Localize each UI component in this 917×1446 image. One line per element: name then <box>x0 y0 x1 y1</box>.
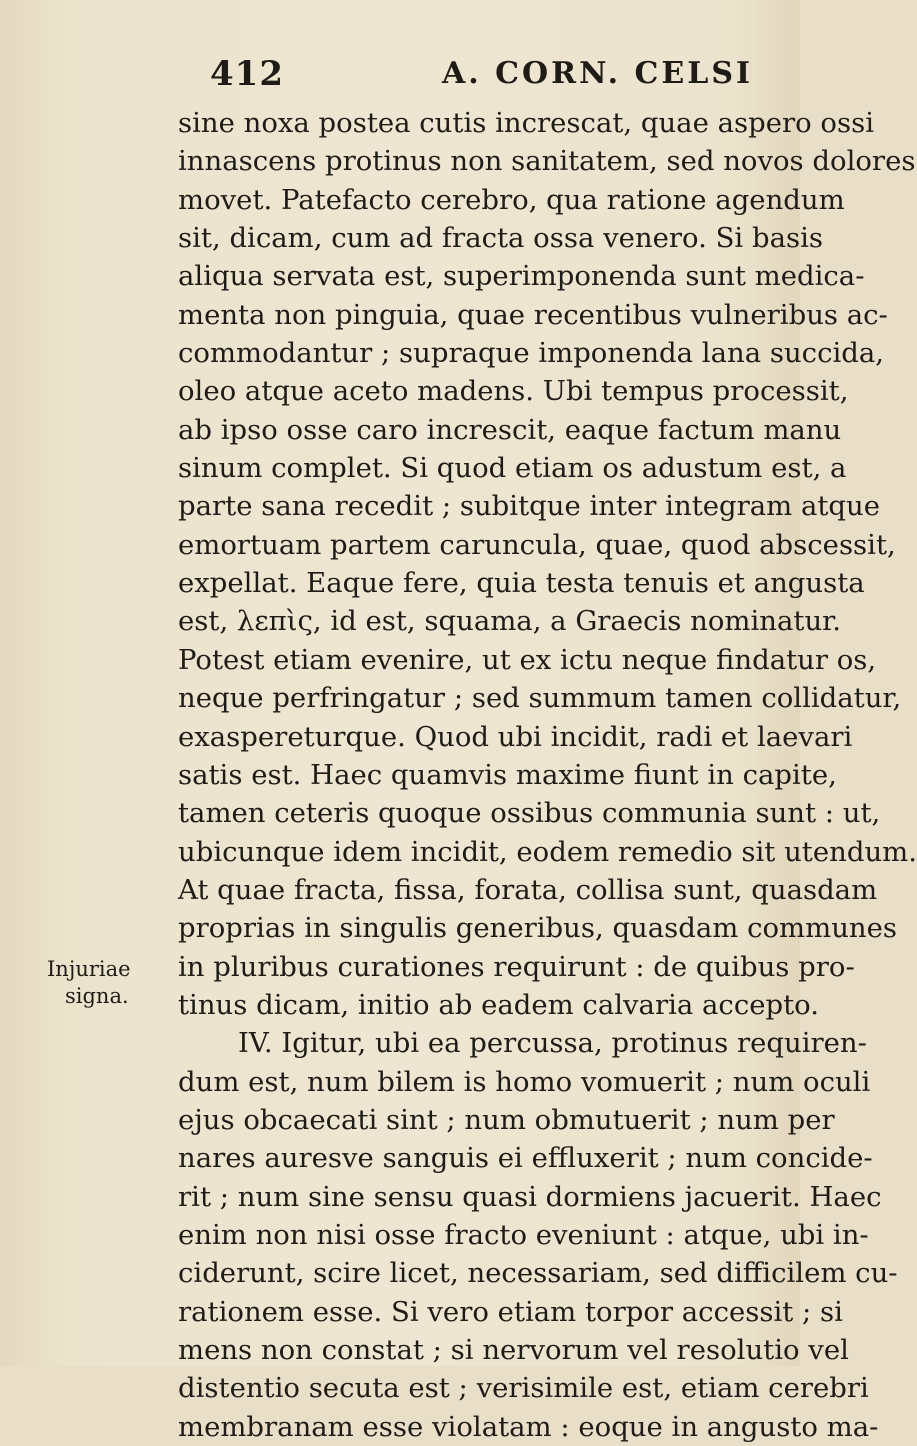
text-line: movet. Patefacto cerebro, qua ratione agendum <box>178 183 845 216</box>
text-line: ejus obcaecati sint ; num obmutuerit ; num per <box>178 1103 835 1136</box>
body-text <box>178 104 917 1446</box>
page-number: 412 <box>210 54 284 94</box>
text-line: proprias in singulis generibus, quasdam communes <box>178 912 898 945</box>
text-line: est, λεπὶς, id est, squama, a Graecis nominatur. <box>178 605 842 638</box>
margin-note <box>47 956 167 1010</box>
text-line: menta non pinguia, quae recentibus vulneribus ac- <box>178 298 888 331</box>
text-line: rit ; num sine sensu quasi dormiens jacuerit. Haec <box>178 1180 882 1213</box>
text-line: aliqua servata est, superimponenda sunt medica- <box>178 260 865 293</box>
text-line: dum est, num bilem is homo vomuerit ; num oculi <box>178 1065 871 1098</box>
text-line: Potest etiam evenire, ut ex ictu neque findatur os, <box>178 643 877 676</box>
text-line: emortuam partem caruncula, quae, quod abscessit, <box>178 528 896 561</box>
text-line: enim non nisi osse fracto eveniunt : atque, ubi in- <box>178 1218 869 1251</box>
text-line: satis est. Haec quamvis maxime fiunt in capite, <box>178 758 837 791</box>
text-line: membranam esse violatam : eoque in angusto ma- <box>178 1410 879 1443</box>
margin-note-line: signa. <box>65 984 129 1008</box>
text-line: ubicunque idem incidit, eodem remedio sit utendum. <box>178 835 917 868</box>
text-line: tinus dicam, initio ab eadem calvaria accepto. <box>178 988 819 1021</box>
text-line: ab ipso osse caro increscit, eaque factum manu <box>178 413 842 446</box>
text-line: ciderunt, scire licet, necessariam, sed difficilem cu- <box>178 1257 898 1290</box>
margin-note-line: Injuriae <box>47 957 131 981</box>
text-line: exaspereturque. Quod ubi incidit, radi et laevari <box>178 720 853 753</box>
text-line: nares auresve sanguis ei effluxerit ; num concide- <box>178 1142 873 1175</box>
text-line: in pluribus curationes requirunt : de quibus pro- <box>178 950 855 983</box>
text-line: sinum complet. Si quod etiam os adustum est, a <box>178 452 847 485</box>
text-line: distentio secuta est ; verisimile est, etiam cerebri <box>178 1372 869 1405</box>
text-line: At quae fracta, fissa, forata, collisa sunt, quasdam <box>178 873 878 906</box>
text-line: sit, dicam, cum ad fracta ossa venero. Si basis <box>178 222 823 255</box>
text-line: innascens protinus non sanitatem, sed novos dolores <box>178 145 916 178</box>
text-line: neque perfringatur ; sed summum tamen collidatur, <box>178 682 902 715</box>
text-line: mens non constat ; si nervorum vel resolutio vel <box>178 1334 849 1366</box>
text-line: parte sana recedit ; subitque inter integram atque <box>178 490 881 523</box>
text-line: tamen ceteris quoque ossibus communia sunt : ut, <box>178 797 881 830</box>
text-line: sine noxa postea cutis increscat, quae aspero ossi <box>178 107 874 139</box>
text-line: oleo atque aceto madens. Ubi tempus processit, <box>178 375 849 408</box>
running-head <box>210 54 770 94</box>
text-line: commodantur ; supraque imponenda lana succida, <box>178 337 885 370</box>
running-title: A. CORN. CELSI <box>442 56 754 91</box>
text-line: expellat. Eaque fere, quia testa tenuis et angusta <box>178 567 865 600</box>
text-line: rationem esse. Si vero etiam torpor accessit ; si <box>178 1295 843 1328</box>
text-line: IV. Igitur, ubi ea percussa, protinus requiren- <box>238 1027 867 1060</box>
